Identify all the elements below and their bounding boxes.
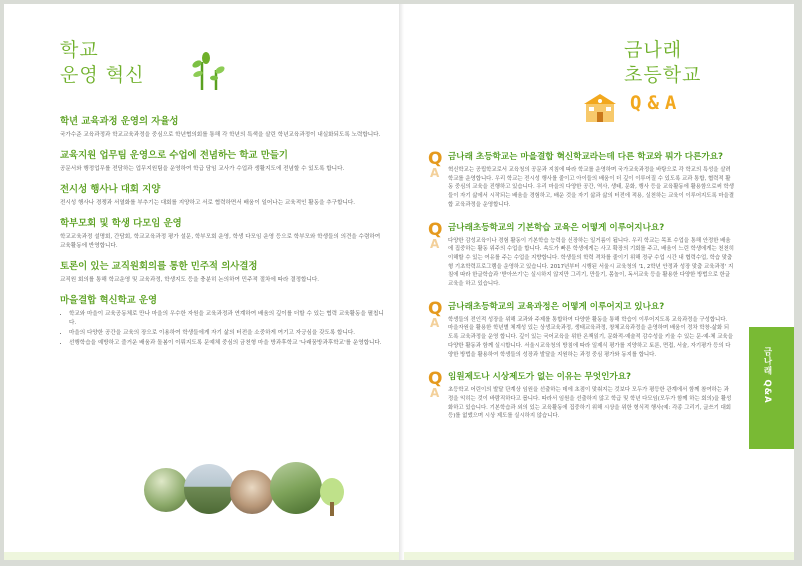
qa-list (428, 149, 735, 434)
school-icon (580, 92, 620, 124)
section-heading: 토론이 있는 교직원회의를 통한 민주적 의사결정 (60, 261, 258, 272)
left-title-line1: 학교 (60, 39, 99, 61)
section-heading: 교육지원 업무팀 운영으로 수업에 전념하는 학교 만들기 (60, 150, 288, 161)
qa-answer: 초등학교 어린이의 발달 단계상 임원을 선출하는 데에 초점이 맞춰지는 것보다 모두가 평등한 관계에서 함께 참여하는 과정을 익히는 것이 바람직하다고 봅니다. 따라서 임원을 선출하지 않고 학급 및 학년 다모임(모두가 함께 하는 회의)을 활성화하고 있습니다. 기본학습과 외의 있는 교육활동에 집중하기 위해 시상을 위한 형식적 행사(예: 각종 그리기, 글쓰기 대회 등)를 없앴으며 시상 제도를 실시하지 않습니다. (448, 387, 732, 420)
qa-answer: 혁신학교는 공립학교로서 교육청의 공문과 지침에 따라 학교를 운영하며 국가교육과정을 바탕으로 각 학교의 특성을 살려 학교를 운영합니다. 우리 학교는 전시성 행사를 줄이고 아이들의 배움이 더 깊이 이루어질 수 있도록 교과 통합, 협력적 활동 중심의 교육을 진행하고 있습니다. 우리 마을의 다양한 공간, 역사, 생태, 문화, 행사 등을 교육활동에 활용함으로써 학생들이 자기 삶에서 시작되는 배움을 경험하고, 배운 것을 자기 삶과 삶의 터전에 적용, 실천하는 교육이 이루어지도록 마을결합 교육과정을 운영합니다. (448, 167, 735, 208)
section-autonomy (60, 116, 384, 140)
qa-question: 금나래초등학교의 기본학습 교육은 어떻게 이루어지나요? (448, 222, 665, 233)
qa-question: 금나래 초등학교는 마을결합 혁신학교라는데 다른 학교와 뭐가 다른가요? (448, 152, 723, 162)
qa-question: 임원제도나 시상제도가 없는 이유는 무엇인가요? (448, 372, 631, 383)
qa-item (428, 298, 734, 360)
list-item: • 마을의 다양한 공간을 교육의 장으로 이용하여 학생들에게 자기 삶의 터전을 소중하게 여기고 자긍심을 갖도록 합니다. (69, 329, 384, 338)
section-heading: 학년 교육과정 운영의 자율성 (60, 116, 179, 127)
section-body: 공문서와 행정업무를 전담하는 업무지원팀을 운영하여 학급 담임 교사가 수업과 생활지도에 전념할 수 있도록 합니다. (60, 166, 345, 172)
list-item: • 학교와 마을이 교육공동체로 만나 마을의 우수한 자원을 교육과정과 연계하여 배움의 깊이를 더할 수 있는 협력 교육활동을 펼칩니다. (69, 310, 384, 328)
section-body: 국가수준 교육과정과 학교교육과정을 중심으로 학년협의회를 통해 각 학년의 특색을 살린 학년교육과정이 내실화되도록 노력합니다. (60, 132, 381, 138)
side-tab-label: 금나래 Q&A (762, 347, 772, 404)
section-body: 교직원 회의를 통해 학교운영 및 교육과정, 학생지도 등을 충분히 논의하여 민주적 절차에 따라 결정합니다. (60, 277, 320, 283)
side-tab (749, 327, 794, 449)
activity-photo (230, 470, 274, 514)
a-marker: A (430, 315, 440, 330)
sprout-icon (192, 48, 226, 92)
qa-item (428, 219, 735, 289)
tree-icon (318, 476, 346, 516)
a-marker: A (430, 166, 440, 180)
brochure-spread (4, 4, 794, 560)
activity-photo (144, 468, 188, 512)
right-page (404, 4, 794, 560)
section-body: 전시성 행사나 경쟁과 서열화를 부추기는 대회를 지양하고 서로 협력하면서 배움이 일어나는 교육적인 활동을 추구합니다. (60, 200, 356, 206)
section-staff-meeting (60, 261, 384, 285)
qa-answer: 다양한 감성교육이나 경험 활동이 기본학습 능력을 신장하는 일거름이 됩니다. 우리 학교는 목표 수업을 통해 안정한 배움에 집중하는 활동 위주의 수업을 합니다. 속도가 빠른 학생에게는 사고 확장의 기회를 주고, 배움이 느린 학생에게는 천천히 이해할 수 있는 여유를 주는 수업을 지향합니다. 학생들의 학력 격차를 줄이기 위해 정규 수업 시간 내 협력수업, 학습 맞춤형 기초학력프로그램을 운영하고 있습니다. 2017년부터 시행된 서울시 교육청의 '1, 2학년 안정과 성장 맞춤 교육과정' 지침에 따라 한글학습과 '받아쓰기'는 실시하지 않지만 그리기, 만들기, 몸놀이, 독서교육 등을 활용한 다양한 방법으로 한글교육을 하고 있습니다. (448, 237, 735, 288)
activity-photo (184, 464, 234, 514)
section-heading: 학부모회 및 학생 다모임 운영 (60, 218, 182, 229)
qa-answer: 학생들의 전인적 성장을 위해 교과와 주제를 통합하여 다양한 활동을 통해 학습이 이루어지도록 교육과정을 구성합니다. 마을자원을 활용한 학년별 체계성 있는 상생교육과정, 생태교육과정, 창체교육과정을 운영하며 배움이 정차 학창-삶화 되도록 교육과정을 운영 합니다. 깊이 있는 국어교육을 위한 온책읽기, 문화적-예술적 감수성을 키울 수 있는 문-예-체 교육을 다양한 활동과 함께 실시합니다. 서울시교육청의 방침에 따라 일제식 평가를 지양하고 토론, 면접, 서술, 자기평가 등의 다양한 방법을 활용하여 학생들의 성장과 발달을 지원하는 과정 중심 평가와 동지를 합니다. (448, 316, 733, 358)
left-page-title (60, 38, 144, 88)
section-parents-students (60, 218, 384, 251)
qa-label: Q&A (630, 92, 683, 114)
q-marker: Q (428, 369, 443, 390)
section-village (60, 295, 384, 348)
activity-photos (144, 462, 344, 522)
right-title-line1: 금나래 (624, 39, 683, 61)
q-marker: Q (428, 149, 443, 169)
section-heading: 전시성 행사나 대회 지양 (60, 184, 161, 195)
left-page (4, 4, 399, 560)
left-title-line2: 운영 혁신 (60, 64, 145, 86)
section-support-team (60, 150, 384, 174)
right-page-title (624, 38, 701, 88)
section-heading: 마을결합 혁신학교 운영 (60, 295, 158, 306)
left-content (60, 116, 384, 358)
qa-item (428, 149, 735, 210)
a-marker: A (430, 236, 440, 251)
qa-item (428, 369, 734, 421)
q-marker: Q (428, 219, 443, 240)
activity-photo (270, 462, 322, 514)
a-marker: A (430, 386, 440, 401)
village-list (60, 310, 384, 348)
right-title-line2: 초등학교 (624, 64, 702, 86)
qa-question: 금나래초등학교의 교육과정은 어떻게 이루어지고 있나요? (448, 301, 665, 312)
section-no-contests (60, 184, 384, 208)
section-body: 학교교육과정 설명회, 간담회, 학교교육과정 평가 설문, 학부모회 운영, 학생 다모임 운영 등으로 학부모와 학생들의 의견을 수렴하여 교육활동에 반영합니다. (60, 234, 381, 249)
list-item: • 선행학습을 예방하고 즐거운 배움과 돌봄이 이뤄지도록 문예체 중심의 금천형 마을 방과후학교 '나래꿈방과후학교'를 운영합니다. (69, 339, 384, 348)
q-marker: Q (428, 298, 443, 319)
